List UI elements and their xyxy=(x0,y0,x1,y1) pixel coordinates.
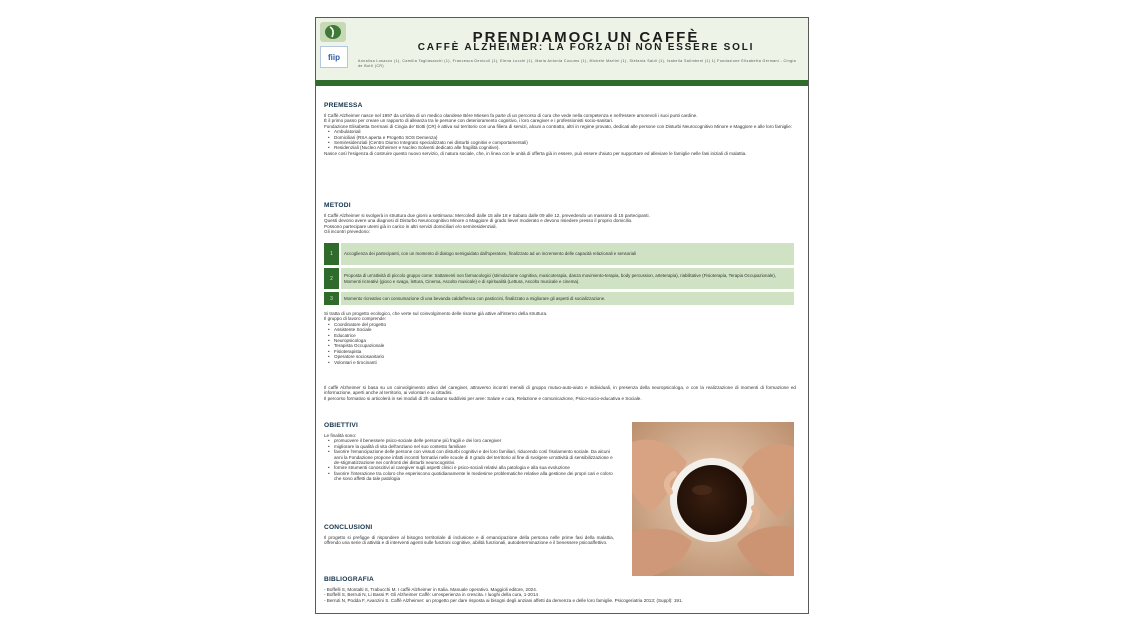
method-step-2 xyxy=(324,268,794,289)
step-text: Momento ricreativo con consumazione di una bevanda calda/fresca con pasticcini, finalizzato a migliorare gli aspetti di socializzazione. xyxy=(341,292,794,305)
step-text: Proposta di un'attività di piccolo gruppo come: trattamenti non farmacologici (stimolazione cognitiva, musicoterapia, danza movimento-terapia, body percussion, arteterapia), riabilitative (Fisioterapia, Terapia Occupazionale), Momenti ricreativi (gioco e svago, lettura, Cinema, Ascolto musicale) e di spiritualità (Lettura, Ascolto musicale e cinema). xyxy=(341,268,794,289)
authors-line: Annalisa Losacco (1), Camilla Tagliasacchi (1), Francesca Denicoli (1), Elena Lucchi (1), Maria Antonia Cucumo (1), Michele Martini (1), Stefania Saldi (1), Isabella Salimbeni (1) 1) Fondazione Elisabetta Germani - Cingia de Botti (CR) xyxy=(358,59,797,68)
metodi-para-3: Possono partecipare utenti già in carico in altri servizi domiciliari e/o semiresidenziali. xyxy=(324,223,497,229)
metodi-para-1: Il Caffè Alzheimer si svolgerà in struttura due giorni a settimana: Mercoledì dalle 15 alle 18 e Sabato dalle 09 alle 12, prevedendo un massimo di 15 partecipanti. xyxy=(324,213,650,218)
list-item: • Domiciliari (RSA aperta e Progetto SOS Demenza) xyxy=(334,135,796,140)
conclusioni-para: Il progetto si prefigge di rispondere al bisogno territoriale di inclusione e di emancipazione della persona nelle prime fasi della malattia, offrendo una serie di attività e di interventi agenti sulle funzioni cognitive, abilità funzionali, autodeterminazione e il benessere psicoaffettivo. xyxy=(324,535,614,546)
conclusioni-section xyxy=(324,524,614,546)
obiettivi-list xyxy=(324,438,614,481)
list-item: • fornire strumenti conoscitivi al caregiver sugli aspetti clinici e psico-sociali relativi alla patologia e alla sua evoluzione xyxy=(334,465,614,470)
team-list xyxy=(324,322,796,365)
metodi-para-7: Il caffè Alzheimer si basa su un coinvolgimento attivo del caregiver, attraverso incontri mensili di gruppo mutuo-auto-aiuto e individuali, in presenza della neuropsicologa, e con la realizzazione di momenti di formazione ed informazione, aperti anche al territorio, ai volontari e ai cittadini. xyxy=(324,385,796,396)
list-item: • Educatrice xyxy=(334,333,796,338)
list-item: • Terapista Occupazionale xyxy=(334,343,796,348)
coffee-cup-hands-illustration xyxy=(632,422,794,576)
hand-logo-graphic xyxy=(323,24,343,40)
metodi-para-2: Questi devono avere una diagnosi di Disturbo Neurocognitivo Minore o Maggiore di grado lieve/ moderato e devono risiedere presso il proprio domicilio. xyxy=(324,218,633,224)
conclusioni-heading: CONCLUSIONI xyxy=(324,524,373,531)
list-item: • favorire l'emancipazione delle persone con vissuti con disturbi cognitivi e dei loro familiari, riducendo così l'isolamento sociale. Da alcuni anni la Fondazione propone infatti incontri formativi nelle scuole di II grado del territorio al fine di svolgere un'attività di sensibilizzazione e de-stigmatizzazione nei confronti dei disturbi neurocognitivi. xyxy=(334,449,614,465)
premessa-para-4: Nasce così l'esigenza di costruire questo nuovo servizio, di natura sociale, che, in linea con le unità di offerta già in essere, può essere d'aiuto per supportare ed alleviare le famiglie nelle fasi iniziali di malattia. xyxy=(324,150,747,156)
step-number: 1 xyxy=(324,243,339,265)
obiettivi-heading: OBIETTIVI xyxy=(324,422,359,429)
premessa-para-3: Fondazione Elisabetta Germani di Cingia de' Botti (CR) è attiva sul territorio con una filiera di servizi, alcuni a contratto, altri in regime provato, dedicati alle persone con Disturbi Neurocognitivo Minore e Maggiore e alle loro famiglie: xyxy=(324,123,793,129)
reference-item: - Boffelli S, Berruti N, Li Bassi P. Gli Alzheimer Caffè: un'esperienza in crescita. I luoghi della cura, 1-2014 xyxy=(324,592,539,598)
hand-logo-icon xyxy=(320,22,346,42)
list-item: • Neuropsicologa xyxy=(334,338,796,343)
step-number: 2 xyxy=(324,268,339,289)
list-item: • Residenziali (Nucleo Alzheimer e Nucleo Solventi dedicato alle fragilità cognitive). xyxy=(334,145,796,150)
metodi-section xyxy=(324,202,796,235)
list-item: • Semiresidenziali (Centro Diurno Integrato specializzato nei disturbi cognitivi e comportamentali) xyxy=(334,140,796,145)
poster-header xyxy=(316,18,808,80)
list-item: • Assistente Sociale xyxy=(334,327,796,332)
metodi-para-8: Il percorso formativo si articolerà in sei moduli di 2h cadauno suddivisi per aree: Salute e cura, Relazione e comunicazione, Psico-socio-educativa e Sociale. xyxy=(324,395,642,401)
list-item: • favorire l'interazione tra coloro che esperiscono quotidianamente le medesime problematiche relative alla gestione dei propri cari e coloro che sono affetti da tale patologia xyxy=(334,471,614,482)
list-item: • Volontari e tirocinanti xyxy=(334,360,796,365)
metodi-team-block xyxy=(324,311,796,365)
premessa-services-list xyxy=(324,129,796,151)
step-number: 3 xyxy=(324,292,339,305)
coffee-hands-photo xyxy=(632,422,794,576)
list-item: • Ambulatoriali xyxy=(334,129,796,134)
obiettivi-section xyxy=(324,422,614,482)
method-step-3 xyxy=(324,292,794,305)
bibliografia-heading: BIBLIOGRAFIA xyxy=(324,576,375,583)
poster-subtitle: CAFFÈ ALZHEIMER: LA FORZA DI NON ESSERE SOLI xyxy=(417,42,755,53)
fiip-logo-text: fiip xyxy=(328,52,340,62)
list-item: • migliorare la qualità di vita dell'anziano nel suo contesto familiare xyxy=(334,444,614,449)
list-item: • Fisioterapista xyxy=(334,349,796,354)
metodi-para-6: Il gruppo di lavoro comprende: xyxy=(324,316,387,322)
metodi-caregiver-block xyxy=(324,385,796,401)
reference-item: - Berruti N, Podda F, Avanzini S. Caffè Alzheimer: un progetto per dare risposta ai bisogni degli anziani affetti da demenza e delle loro famiglie. Psicogeriatria 2013; (Suppl): 191. xyxy=(324,597,683,603)
reference-item: - Boffelli S, Montalti S, Trabucchi M. I caffè Alzheimer in Italia. Manuale operativo. Maggioli editore, 2024. xyxy=(324,587,538,592)
metodi-para-4: Gli incontri prevedono: xyxy=(324,229,370,235)
premessa-para-2: È il primo passo per creare un rapporto di alleanza tra le persone con deterioramento cognitivo, i loro caregiver e i professionisti socio-sanitari. xyxy=(324,118,614,124)
header-divider xyxy=(316,80,808,86)
step-text: Accoglienza dei partecipanti, con un momento di dialogo semiguidato dall'operatore, finalizzato ad un incremento delle capacità relazionali e sensoriali xyxy=(341,243,794,265)
bibliografia-section xyxy=(324,576,796,603)
premessa-para-1: Il Caffè Alzheimer nasce nel 1997 da un'idea di un medico olandese Bère Miesen fa parte di un percorso di cura che vede nella competenza e nell'essere amorevoli i suoi punti cardine. xyxy=(324,113,698,118)
premessa-heading: PREMESSA xyxy=(324,102,363,109)
poster xyxy=(315,17,809,614)
obiettivi-intro: Le finalità sono: xyxy=(324,433,357,438)
list-item: • promuovere il benessere psico-sociale delle persone più fragili e dei loro caregiver xyxy=(334,438,614,443)
premessa-section xyxy=(324,102,796,156)
poster-title: PRENDIAMOCI UN CAFFÈ xyxy=(472,29,700,46)
metodi-heading: METODI xyxy=(324,202,351,209)
metodi-para-5: Si tratta di un progetto ecologico, che verte sul coinvolgimento delle risorse già attive all'interno della struttura. xyxy=(324,311,548,316)
fiip-logo xyxy=(320,46,348,68)
list-item: • Operatore sociosanitario xyxy=(334,354,796,359)
method-step-1 xyxy=(324,243,794,265)
list-item: • Coordinatore del progetto xyxy=(334,322,796,327)
